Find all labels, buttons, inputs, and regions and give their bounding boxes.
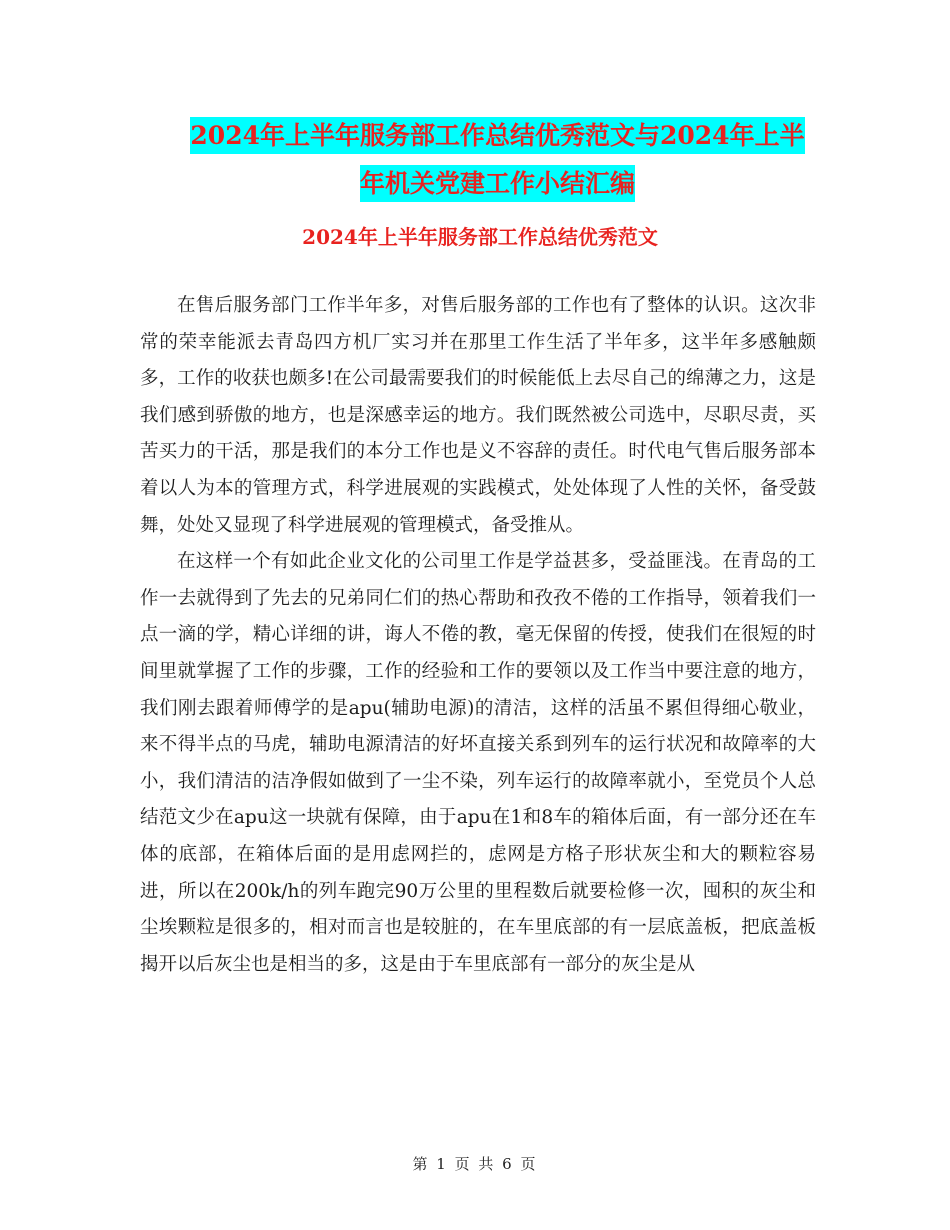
title-line-2: 年机关党建工作小结汇编 [360,165,635,202]
paragraph-1: 在售后服务部门工作半年多，对售后服务部的工作也有了整体的认识。这次非常的荣幸能派去青岛四方机厂实习并在那里工作生活了半年多，这半年多感触颇多，工作的收获也颇多!在公司最需要我们的时候能低上去尽自己的绵薄之力，这是我们感到骄傲的地方，也是深感幸运的地方。我们既然被公司选中，尽职尽责，买苦买力的干活，那是我们的本分工作也是义不容辞的责任。时代电气售后服务部本着以人为本的管理方式，科学进展观的实践模式，处处体现了人性的关怀，备受鼓舞，处处又显现了科学进展观的管理模式，备受推从。 [140,295,816,536]
document-title [140,112,855,208]
title-line-1: 2024年上半年服务部工作总结优秀范文与2024年上半 [190,117,804,154]
page-number-footer: 第 1 页 共 6 页 [412,1155,538,1173]
section-title: 2024年上半年服务部工作总结优秀范文 [302,225,658,249]
paragraph-2: 在这样一个有如此企业文化的公司里工作是学益甚多，受益匪浅。在青岛的工作一去就得到了先去的兄弟同仁们的热心帮助和孜孜不倦的工作指导，领着我们一点一滴的学，精心详细的讲，诲人不倦的教，毫无保留的传授，使我们在很短的时间里就掌握了工作的步骤，工作的经验和工作的要领以及工作当中要注意的地方，我们刚去跟着师傅学的是apu(辅助电源)的清洁，这样的活虽不累但得细心敬业，来不得半点的马虎，辅助电源清洁的好坏直接关系到列车的运行状况和故障率的大小，我们清洁的洁净假如做到了一尘不染，列车运行的故障率就小，至党员个人总结范文少在apu这一块就有保障，由于apu在1和8车的箱体后面，有一部分还在车体的底部，在箱体后面的是用虑网拦的，虑网是方格子形状灰尘和大的颗粒容易进，所以在200k/h的列车跑完90万公里的里程数后就要检修一次，囤积的灰尘和尘埃颗粒是很多的，相对而言也是较脏的，在车里底部的有一层底盖板，把底盖板揭开以后灰尘也是相当的多，这是由于车里底部有一部分的灰尘是从 [140,551,816,975]
document-body [140,288,816,983]
